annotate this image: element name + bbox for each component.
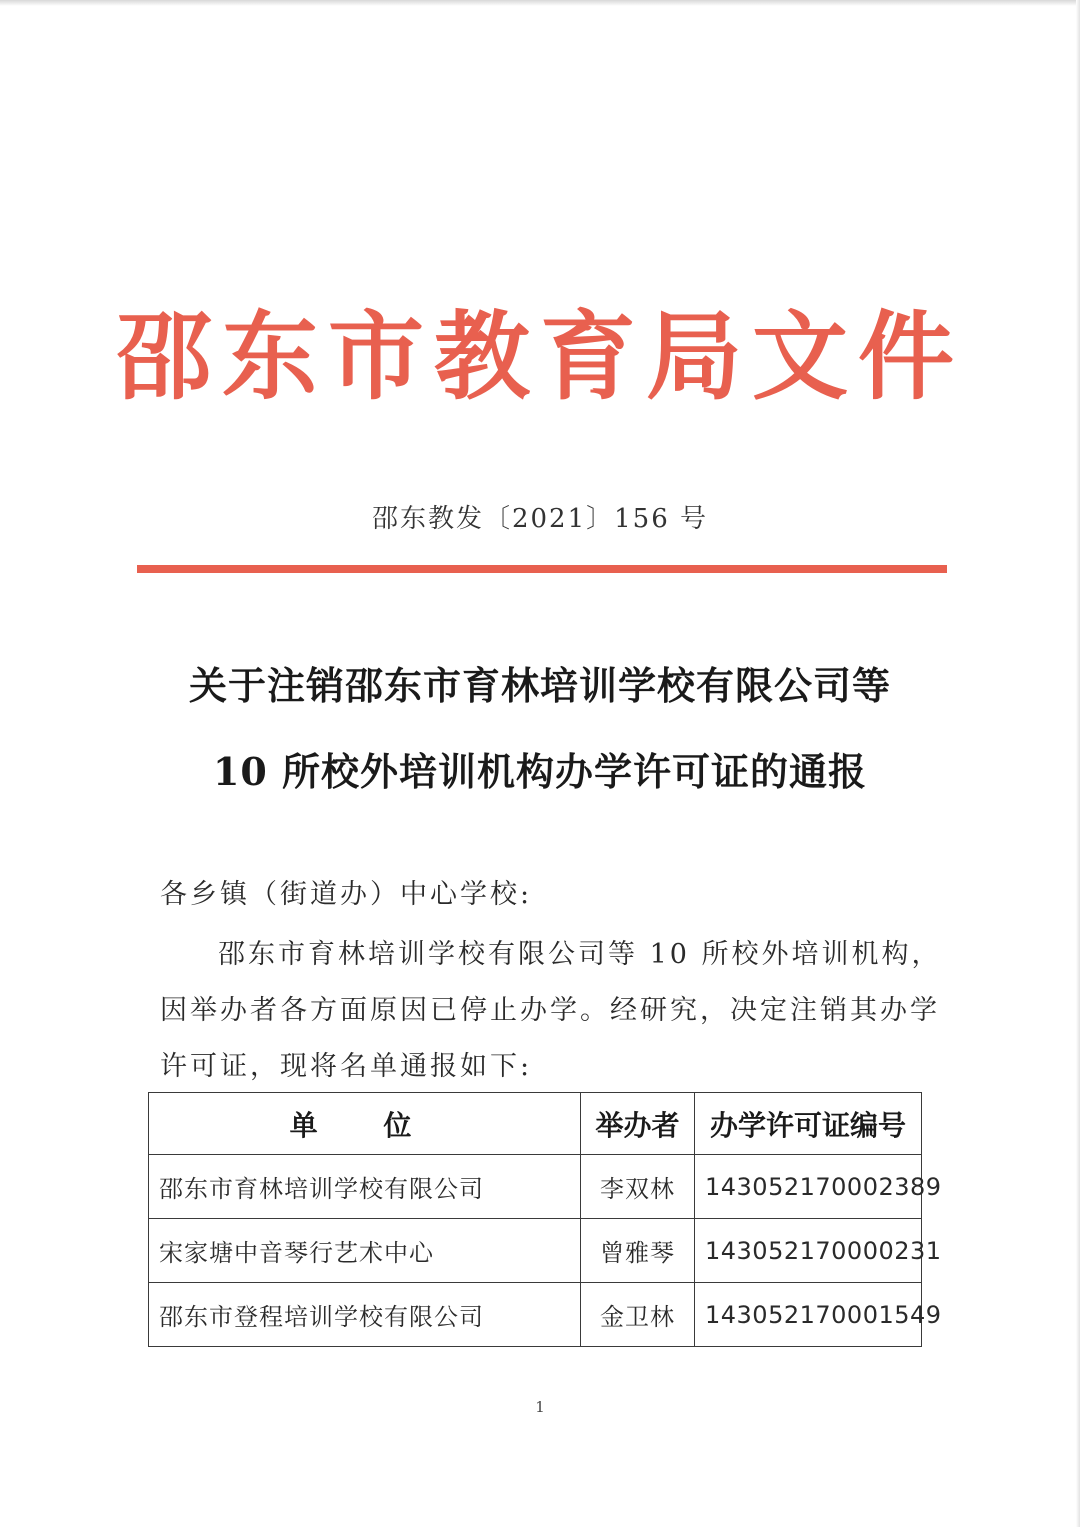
cell-license: 143052170002389 [695,1155,922,1219]
column-header-host: 举办者 [581,1093,695,1155]
notice-title-line-2: 10 所校外培训机构办学许可证的通报 [212,749,868,794]
page-number: 1 [535,1398,545,1416]
salutation: 各乡镇（街道办）中心学校: [160,879,533,910]
cell-license: 143052170001549 [695,1283,922,1347]
notice-title-line-1: 关于注销邵东市育林培训学校有限公司等 [188,663,891,708]
body-paragraph-line-3: 许可证，现将名单通报如下: [160,1051,533,1082]
cell-unit: 宋家塘中音琴行艺术中心 [149,1219,581,1283]
license-table [148,1092,942,1347]
table-row [149,1155,922,1219]
red-divider-line [137,565,947,573]
column-header-license: 办学许可证编号 [695,1093,922,1155]
column-header-unit: 单 位 [149,1093,581,1155]
body-paragraph-line-2: 因举办者各方面原因已停止办学。经研究，决定注销其办学 [160,995,940,1026]
body-paragraph-line-1: 邵东市育林培训学校有限公司等 10 所校外培训机构， [218,939,942,970]
table-row [149,1219,922,1283]
masthead-title: 邵东市教育局文件 [116,301,964,413]
table-header-row [149,1093,922,1155]
table-row [149,1283,922,1347]
cell-host: 曾雅琴 [581,1219,695,1283]
cell-unit: 邵东市登程培训学校有限公司 [149,1283,581,1347]
cell-license: 143052170000231 [695,1219,922,1283]
cell-host: 李双林 [581,1155,695,1219]
document-number: 邵东教发〔2021〕156 号 [371,504,709,534]
page-edge [0,0,1080,6]
cell-unit: 邵东市育林培训学校有限公司 [149,1155,581,1219]
cell-host: 金卫林 [581,1283,695,1347]
